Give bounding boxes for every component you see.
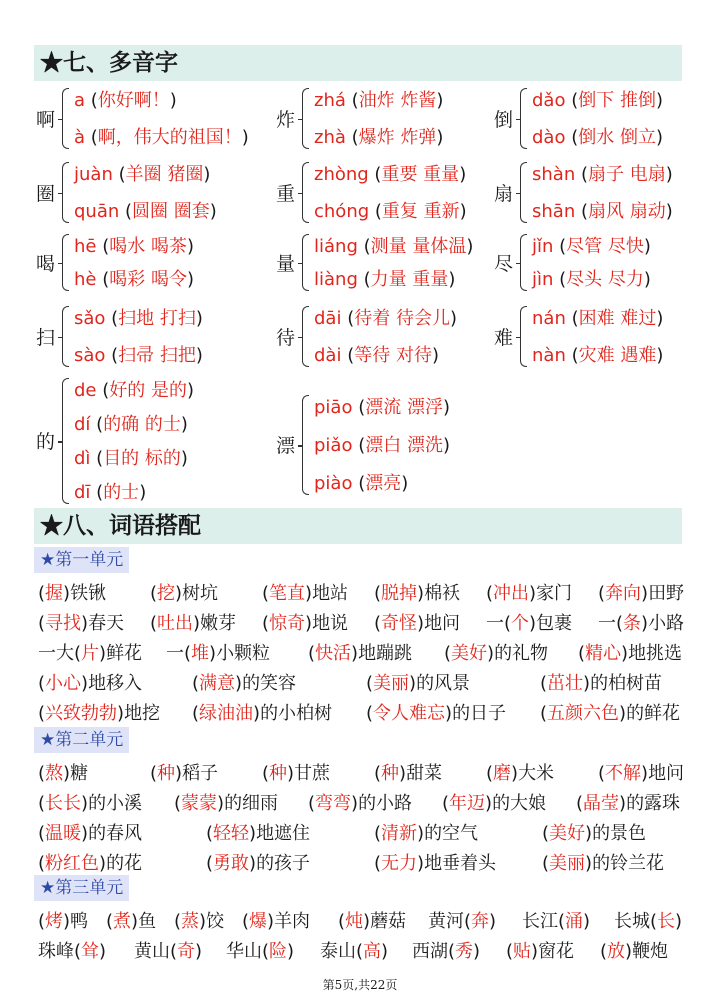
reading-line: chóng (重复 重新) [314, 201, 467, 222]
polyphone-char: 圈 [36, 182, 56, 205]
reading-line: zhá (油炸 炸酱) [314, 90, 444, 111]
collocation-phrase: 泰山(高) [320, 941, 389, 962]
collocation-phrase: (弯弯)的小路 [308, 793, 413, 814]
reading-line: piāo (漂流 漂浮) [314, 397, 450, 418]
reading-line: dǎo (倒下 推倒) [532, 90, 663, 111]
collocation-phrase: (粉红色)的花 [38, 853, 143, 874]
collocation-phrase: (清新)的空气 [374, 823, 479, 844]
polyphone-char: 扫 [36, 326, 56, 349]
collocation-phrase: 西湖(秀) [412, 941, 481, 962]
polyphone-char: 倒 [494, 108, 514, 131]
reading-line: de (好的 是的) [74, 380, 195, 401]
collocation-phrase: (奔向)田野 [598, 583, 685, 604]
collocation-phrase: (种)甘蔗 [262, 763, 331, 784]
collocation-phrase: (绿油油)的小柏树 [192, 703, 333, 724]
brace [302, 162, 309, 223]
collocation-phrase: 一(堆)小颗粒 [166, 643, 271, 664]
collocation-phrase: (满意)的笑容 [192, 673, 297, 694]
collocation-phrase: 一大(片)鲜花 [38, 643, 143, 664]
reading-line: juàn (羊圈 猪圈) [74, 164, 211, 185]
collocation-phrase: (奇怪)地问 [374, 613, 461, 634]
brace [62, 88, 69, 149]
section-7-header: ★七、多音字 [34, 45, 682, 81]
brace [520, 88, 527, 149]
collocation-phrase: (茁壮)的柏树苗 [540, 673, 663, 694]
collocation-phrase: (无力)地垂着头 [374, 853, 497, 874]
collocation-phrase: (笔直)地站 [262, 583, 349, 604]
collocation-phrase: (冲出)家门 [486, 583, 573, 604]
polyphone-char: 啊 [36, 108, 56, 131]
reading-line: liàng (力量 重量) [314, 269, 456, 290]
collocation-phrase: (磨)大米 [486, 763, 555, 784]
polyphone-char: 喝 [36, 252, 56, 275]
brace [62, 306, 69, 367]
collocation-phrase: 长城(长) [614, 911, 683, 932]
reading-line: à (啊，伟大的祖国！) [74, 127, 249, 148]
reading-line: liáng (测量 量体温) [314, 236, 474, 257]
reading-line: dào (倒水 倒立) [532, 127, 663, 148]
reading-line: piào (漂亮) [314, 473, 409, 494]
reading-line: dāi (待着 待会儿) [314, 308, 457, 329]
reading-line: nán (困难 难过) [532, 308, 664, 329]
collocation-phrase: 黄山(奇) [134, 941, 203, 962]
collocation-phrase: (快活)地蹦跳 [308, 643, 413, 664]
collocation-phrase: (勇敢)的孩子 [206, 853, 311, 874]
reading-line: zhà (爆炸 炸弹) [314, 127, 444, 148]
unit-title: ★第三单元 [34, 875, 129, 901]
polyphone-char: 炸 [276, 108, 296, 131]
collocation-phrase: (年迈)的大娘 [442, 793, 547, 814]
collocation-phrase: (长长)的小溪 [38, 793, 143, 814]
reading-line: sào (扫帚 扫把) [74, 345, 203, 366]
collocation-phrase: (种)稻子 [150, 763, 219, 784]
polyphone-char: 量 [276, 252, 296, 275]
reading-line: jǐn (尽管 尽快) [532, 236, 651, 257]
page-footer: 第5页,共22页 [322, 978, 398, 992]
brace [520, 306, 527, 367]
reading-line: zhòng (重要 重量) [314, 164, 467, 185]
collocation-phrase: (精心)地挑选 [578, 643, 683, 664]
collocation-phrase: (惊奇)地说 [262, 613, 349, 634]
reading-line: dì (目的 标的) [74, 448, 188, 469]
collocation-phrase: 黄河(奔) [428, 911, 497, 932]
collocation-phrase: (不解)地问 [598, 763, 685, 784]
brace [520, 234, 527, 291]
collocation-phrase: (晶莹)的露珠 [576, 793, 681, 814]
collocation-phrase: (美好)的景色 [542, 823, 647, 844]
polyphone-char: 的 [36, 431, 56, 453]
collocation-phrase: (兴致勃勃)地挖 [38, 703, 161, 724]
brace [62, 162, 69, 223]
collocation-phrase: (熬)糖 [38, 763, 89, 784]
collocation-phrase: (炖)蘑菇 [338, 911, 407, 932]
collocation-phrase: (煮)鱼 [106, 911, 157, 932]
polyphone-char: 扇 [494, 182, 514, 205]
collocation-phrase: (美丽)的风景 [366, 673, 471, 694]
collocation-phrase: (烤)鸭 [38, 911, 89, 932]
reading-line: sǎo (扫地 打扫) [74, 308, 203, 329]
reading-line: dī (的士) [74, 482, 147, 503]
brace [302, 306, 309, 367]
collocation-phrase: (温暖)的春风 [38, 823, 143, 844]
collocation-phrase: 长江(涌) [522, 911, 591, 932]
reading-line: nàn (灾难 遇难) [532, 345, 664, 366]
section-8-header: ★八、词语搭配 [34, 508, 682, 544]
collocation-phrase: (寻找)春天 [38, 613, 125, 634]
brace [302, 395, 309, 495]
reading-line: shān (扇风 扇动) [532, 201, 673, 222]
brace [302, 234, 309, 291]
collocation-phrase: (美好)的礼物 [444, 643, 549, 664]
polyphone-char: 重 [276, 182, 296, 205]
collocation-phrase: (爆)羊肉 [242, 911, 311, 932]
brace [62, 378, 69, 504]
unit-title: ★第二单元 [34, 727, 129, 753]
reading-line: hè (喝彩 喝令) [74, 269, 194, 290]
brace [62, 234, 69, 291]
collocation-phrase: (挖)树坑 [150, 583, 219, 604]
collocation-phrase: (蒙蒙)的细雨 [174, 793, 279, 814]
collocation-phrase: (种)甜菜 [374, 763, 443, 784]
unit-title: ★第一单元 [34, 547, 129, 573]
reading-line: shàn (扇子 电扇) [532, 164, 673, 185]
collocation-phrase: 珠峰(耸) [38, 941, 107, 962]
reading-line: jìn (尽头 尽力) [532, 269, 651, 290]
brace [302, 88, 309, 149]
brace [520, 162, 527, 223]
collocation-phrase: (令人难忘)的日子 [366, 703, 507, 724]
collocation-phrase: (吐出)嫩芽 [150, 613, 237, 634]
collocation-phrase: 一(个)包裹 [486, 613, 573, 634]
collocation-phrase: (轻轻)地遮住 [206, 823, 311, 844]
collocation-phrase: (脱掉)棉袄 [374, 583, 461, 604]
collocation-phrase: (小心)地移入 [38, 673, 143, 694]
polyphone-char: 难 [494, 326, 514, 349]
collocation-phrase: 一(条)小路 [598, 613, 685, 634]
collocation-phrase: (握)铁锹 [38, 583, 107, 604]
collocation-phrase: 华山(险) [226, 941, 295, 962]
reading-line: a (你好啊！) [74, 90, 177, 111]
reading-line: dài (等待 对待) [314, 345, 439, 366]
polyphone-char: 尽 [494, 252, 514, 275]
collocation-phrase: (五颜六色)的鲜花 [540, 703, 681, 724]
collocation-phrase: (蒸)饺 [174, 911, 225, 932]
collocation-phrase: (贴)窗花 [506, 941, 575, 962]
collocation-phrase: (美丽)的铃兰花 [542, 853, 665, 874]
reading-line: dí (的确 的士) [74, 414, 188, 435]
polyphone-char: 漂 [276, 435, 296, 457]
reading-line: piǎo (漂白 漂洗) [314, 435, 450, 456]
reading-line: hē (喝水 喝茶) [74, 236, 194, 257]
collocation-phrase: (放)鞭炮 [600, 941, 669, 962]
polyphone-char: 待 [276, 326, 296, 349]
reading-line: quān (圆圈 圈套) [74, 201, 217, 222]
